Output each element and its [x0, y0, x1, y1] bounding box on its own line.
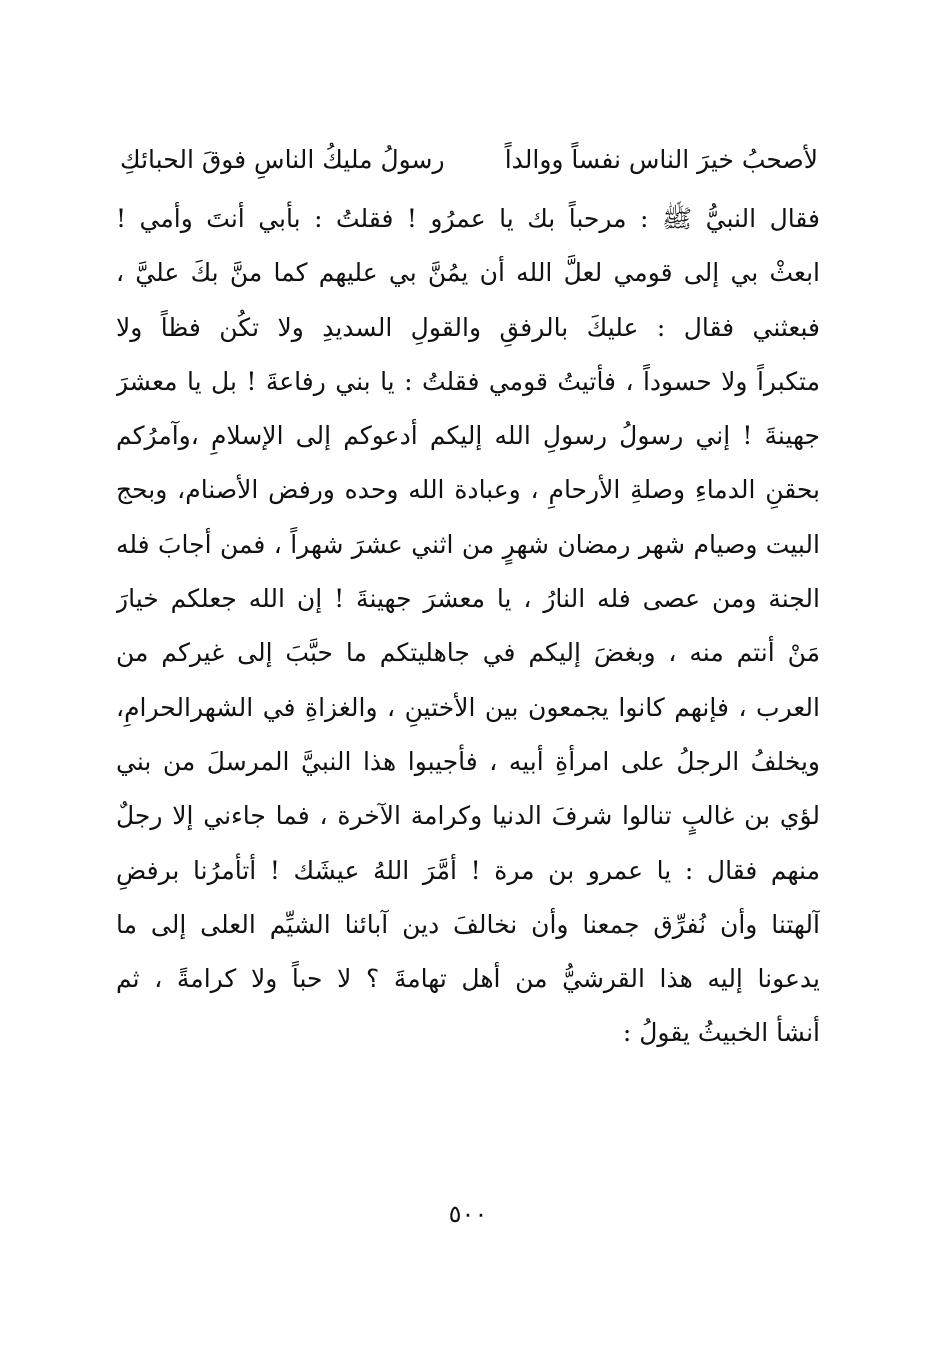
poetry-verse [120, 136, 818, 182]
text-line: العرب ، فإنهم كانوا يجمعون بين الأختينِ ، والغزاةِ في الشهرالحرامِ، [116, 692, 820, 722]
text-line: لؤي بن غالبٍ تنالوا شرفَ الدنيا وكرامة الآخرة ، فما جاءني إلا رجلٌ [116, 801, 820, 831]
text-line: ابعثْ بي إلى قومي لعلَّ الله أن يمُنَّ بي عليهم كما منَّ بكَ عليَّ ، [116, 258, 820, 288]
prose-body [116, 192, 820, 1061]
text-line: بحقنِ الدماءِ وصلةِ الأرحامِ ، وعبادة الله وحده ورفض الأصنام، وبحج [116, 475, 820, 505]
text-line: متكبراً ولا حسوداً ، فأتيتُ قومي فقلتُ : يا بني رفاعةَ ! بل يا معشرَ [116, 366, 820, 396]
text-line: فقال النبيُّ ﷺ : مرحباً بك يا عمرُو ! فقلتُ : بأبي أنتَ وأمي ! [116, 204, 820, 233]
text-line: البيت وصيام شهر رمضان شهرٍ من اثني عشرَ شهراً ، فمن أجابَ فله [116, 529, 820, 559]
text-line-last: أنشأ الخبيثُ يقولُ : [622, 1018, 820, 1048]
text-line: الجنة ومن عصى فله النارُ ، يا معشرَ جهينةَ ! إن الله جعلكم خيارَ [116, 584, 820, 614]
text-line: مَنْ أنتم منه ، وبغضَ إليكم في جاهليتكم ما حبَّبَ إلى غيركم من [116, 638, 820, 668]
text-line: فبعثني فقال : عليكَ بالرفقِ والقولِ السديدِ ولا تكُن فظاً ولا [116, 312, 820, 342]
text-line: منهم فقال : يا عمرو بن مرة ! أمَّرَ اللهُ عيشَك ! أتأمرُنا برفضِ [116, 855, 820, 885]
text-line: يدعونا إليه هذا القرشيُّ من أهل تهامةَ ؟ لا حباً ولا كرامةً ، ثم [116, 964, 820, 994]
text-line: آلهتنا وأن نُفرِّق جمعنا وأن نخالفَ دين آبائنا الشيِّم العلى إلى ما [116, 909, 820, 939]
verse-second-hemistich: رسولُ مليكُ الناسِ فوقَ الحبائكِ [120, 144, 445, 174]
text-line: جهينةَ ! إني رسولُ رسولِ الله إليكم أدعوكم إلى الإسلامِ ،وآمرُكم [116, 421, 820, 451]
verse-first-hemistich: لأصحبُ خيرَ الناس نفساً ووالداً [504, 144, 818, 174]
page-number: ٥٠٠ [448, 1200, 488, 1228]
text-line: ويخلفُ الرجلُ على امرأةِ أبيه ، فأجيبوا هذا النبيَّ المرسلَ من بني [116, 746, 820, 776]
